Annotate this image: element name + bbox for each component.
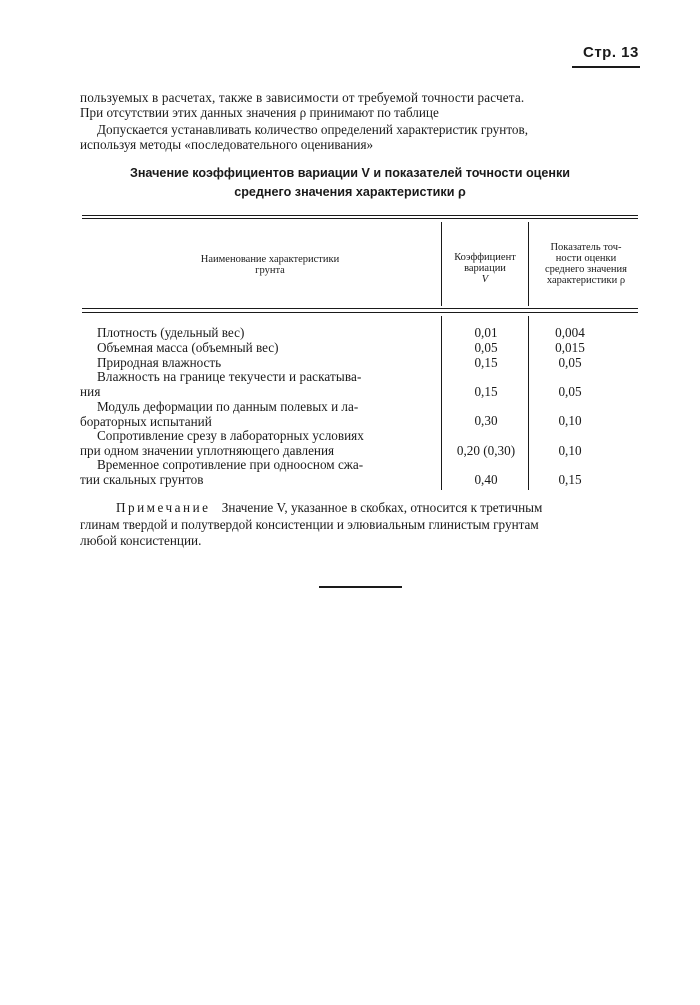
row-name: Модуль деформации по данным полевых и ла- бораторных испытаний xyxy=(80,399,359,430)
row-name: Плотность (удельный вес) xyxy=(97,325,245,340)
page-number-underline xyxy=(572,66,640,68)
intro-line-4: используя методы «последовательного оценивания» xyxy=(80,137,374,152)
row-accuracy: 0,05 xyxy=(558,355,582,370)
header-accuracy: Показатель точ- ности оценки среднего значения характеристики ρ xyxy=(545,242,627,286)
page-number: Стр. 13 xyxy=(583,44,639,61)
row-name: Природная влажность xyxy=(97,355,222,370)
header-coefficient: Коэффициент вариации V xyxy=(454,252,516,285)
row-accuracy: 0,10 xyxy=(558,413,582,428)
header-bottom-rule-second xyxy=(82,312,638,313)
note-label: Примечание xyxy=(116,500,211,515)
note-line-2: глинам твердой и полутвердой консистенции и элювиальным глинистым грунтам xyxy=(80,517,539,532)
intro-line-1: пользуемых в расчетах, также в зависимости от требуемой точности расчета. xyxy=(80,90,525,105)
column-divider-2-body xyxy=(528,316,529,490)
table-title-line-1: Значение коэффициентов вариации V и показателей точности оценки xyxy=(129,166,571,180)
row-name: Влажность на границе текучести и раскатыва- ния xyxy=(80,369,362,400)
closing-rule xyxy=(319,586,402,588)
row-coefficient: 0,20 (0,30) xyxy=(456,443,516,458)
row-accuracy: 0,15 xyxy=(558,472,582,487)
table-top-rule-second xyxy=(82,218,638,219)
row-coefficient: 0,15 xyxy=(474,384,498,399)
row-accuracy: 0,004 xyxy=(555,325,585,340)
row-coefficient: 0,40 xyxy=(474,472,498,487)
row-accuracy: 0,015 xyxy=(555,340,585,355)
row-accuracy: 0,10 xyxy=(558,443,582,458)
row-coefficient: 0,15 xyxy=(474,355,498,370)
row-name: Объемная масса (объемный вес) xyxy=(97,340,279,355)
header-bottom-rule xyxy=(82,308,638,309)
header-name: Наименование характеристики грунта xyxy=(200,254,340,276)
row-coefficient: 0,05 xyxy=(474,340,498,355)
row-accuracy: 0,05 xyxy=(558,384,582,399)
row-coefficient: 0,30 xyxy=(474,413,498,428)
intro-line-2: При отсутствии этих данных значения ρ принимают по таблице xyxy=(80,105,439,120)
table-top-rule xyxy=(82,215,638,216)
table-title-line-2: среднего значения характеристики ρ xyxy=(234,185,466,199)
row-coefficient: 0,01 xyxy=(474,325,498,340)
column-divider-1-body xyxy=(441,316,442,490)
row-name: Временное сопротивление при одноосном сжа- тии скальных грунтов xyxy=(80,457,364,488)
row-name: Сопротивление срезу в лабораторных условиях при одном значении уплотняющего давления xyxy=(80,428,364,459)
note-line-1: Примечание Значение V, указанное в скобках, относится к третичным xyxy=(116,500,543,515)
intro-line-3: Допускается устанавливать количество определений характеристик грунтов, xyxy=(97,122,529,137)
note-line-3: любой консистенции. xyxy=(80,533,202,548)
